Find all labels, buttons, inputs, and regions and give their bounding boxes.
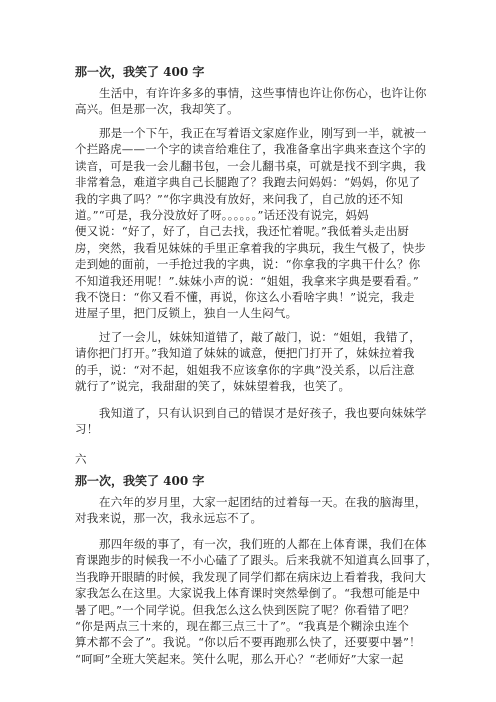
section-2-title: 那一次，我笑了 400 字 — [75, 474, 205, 488]
text-line: 我的字典了吗？”“你字典没有放好，来问我了，自己放的还不知 — [75, 191, 404, 206]
text-line: 过了一会儿，妹妹知道错了，敲了敲门，说：“姐姐，我错了， — [99, 330, 421, 344]
text-line: 房，突然，我看见妹妹的手里正拿着我的字典玩，我生气极了，快步 — [75, 240, 426, 255]
section-2-paragraph-1 — [75, 494, 435, 527]
text-line: 高兴。但是那一次，我却笑了。 — [75, 102, 239, 117]
text-line: 在六年的岁月里，大家一起团结的过着每一天。在我的脑海里， — [99, 495, 427, 509]
text-line: 对我来说，那一次，我永远忘不了。 — [75, 511, 263, 526]
text-line: 习！ — [75, 422, 99, 437]
section-1-paragraph-4 — [75, 405, 435, 438]
text-line: 请你把门打开。”我知道了妹妹的诚意，便把门打开了，妹妹拉着我 — [75, 346, 415, 361]
text-line: 不知道我还用呢！”.妹妹小声的说：“姐姐，我拿来字典是要看看。” — [75, 273, 419, 288]
section-1-title: 那一次，我笑了 400 字 — [75, 65, 205, 79]
text-line: 便又说：“好了，好了，自己去找，我还忙着呢。”我低着头走出厨 — [75, 224, 410, 239]
text-line: 道。”“可是，我分没放好了呀。。。。。。”话还没有说完，妈妈 — [75, 208, 369, 223]
text-line: “呵呵”全班大笑起来。笑什么呢，那么开心？“老师好”大家一起 — [75, 651, 404, 666]
text-line: 的手，说：“对不起，姐姐我不应该拿你的字典”没关系，以后注意 — [75, 362, 415, 377]
text-line: 家我怎么在这里。大家说我上体育课时突然晕倒了。“我想可能是中 — [75, 586, 421, 601]
text-line: 那是一个下午，我正在写着语文家庭作业，刚写到一半，就被一 — [99, 126, 427, 140]
text-line: 那四年级的事了，有一次，我们班的人都在上体育课，我们在体 — [99, 537, 427, 551]
text-line: “你是两点三十来的，现在都三点三十了”。“我真是个糊涂虫连个 — [75, 619, 410, 634]
text-line: 生活中，有许许多多的事情，这些事情也许让你伤心，也许让你 — [99, 86, 427, 100]
section-1-paragraph-3 — [75, 329, 435, 395]
text-line: 就行了”说完，我甜甜的笑了，妹妹望着我，也笑了。 — [75, 379, 351, 394]
text-line: 当我睁开眼睛的时候，我发现了同学们都在病床边上看着我，我问大 — [75, 569, 426, 584]
text-line: 我不饶日：“你又看不懂，再说，你这么小看啥字典！”说完，我走 — [75, 290, 415, 305]
text-line: 算术都不会了”。我说。“你以后不要再跑那么快了，还要要中暑”！ — [75, 635, 421, 650]
text-line: 进屋子里，把门反锁上，独自一人生闷气。 — [75, 306, 298, 321]
section-number: 六 — [75, 452, 87, 466]
text-line: 暑了吧。”一个同学说。但我怎么这么快到医院了呢？你看错了吧？ — [75, 602, 415, 617]
text-line: 非常着急，难道字典自己长腿跑了？我跑去问妈妈：“妈妈，你见了 — [75, 175, 421, 190]
text-line: 育课跑步的时候我一不小心磕了了跟头。后来我就不知道真么回事了， — [75, 553, 438, 568]
section-1-paragraph-2 — [75, 125, 435, 322]
text-line: 走到她的面前，一手抢过我的字典，说：“你拿我的字典干什么？你 — [75, 257, 421, 272]
section-1-paragraph-1 — [75, 85, 435, 118]
text-line: 读音，可是我一会儿翻书包，一会儿翻书桌，可就是找不到字典，我 — [75, 158, 426, 173]
text-line: 我知道了，只有认识到自己的错误才是好孩子，我也要向妹妹学 — [99, 406, 427, 420]
section-2-paragraph-2 — [75, 536, 438, 667]
text-line: 个拦路虎——一个字的读音给难住了，我准备拿出字典来查这个字的 — [75, 142, 426, 157]
